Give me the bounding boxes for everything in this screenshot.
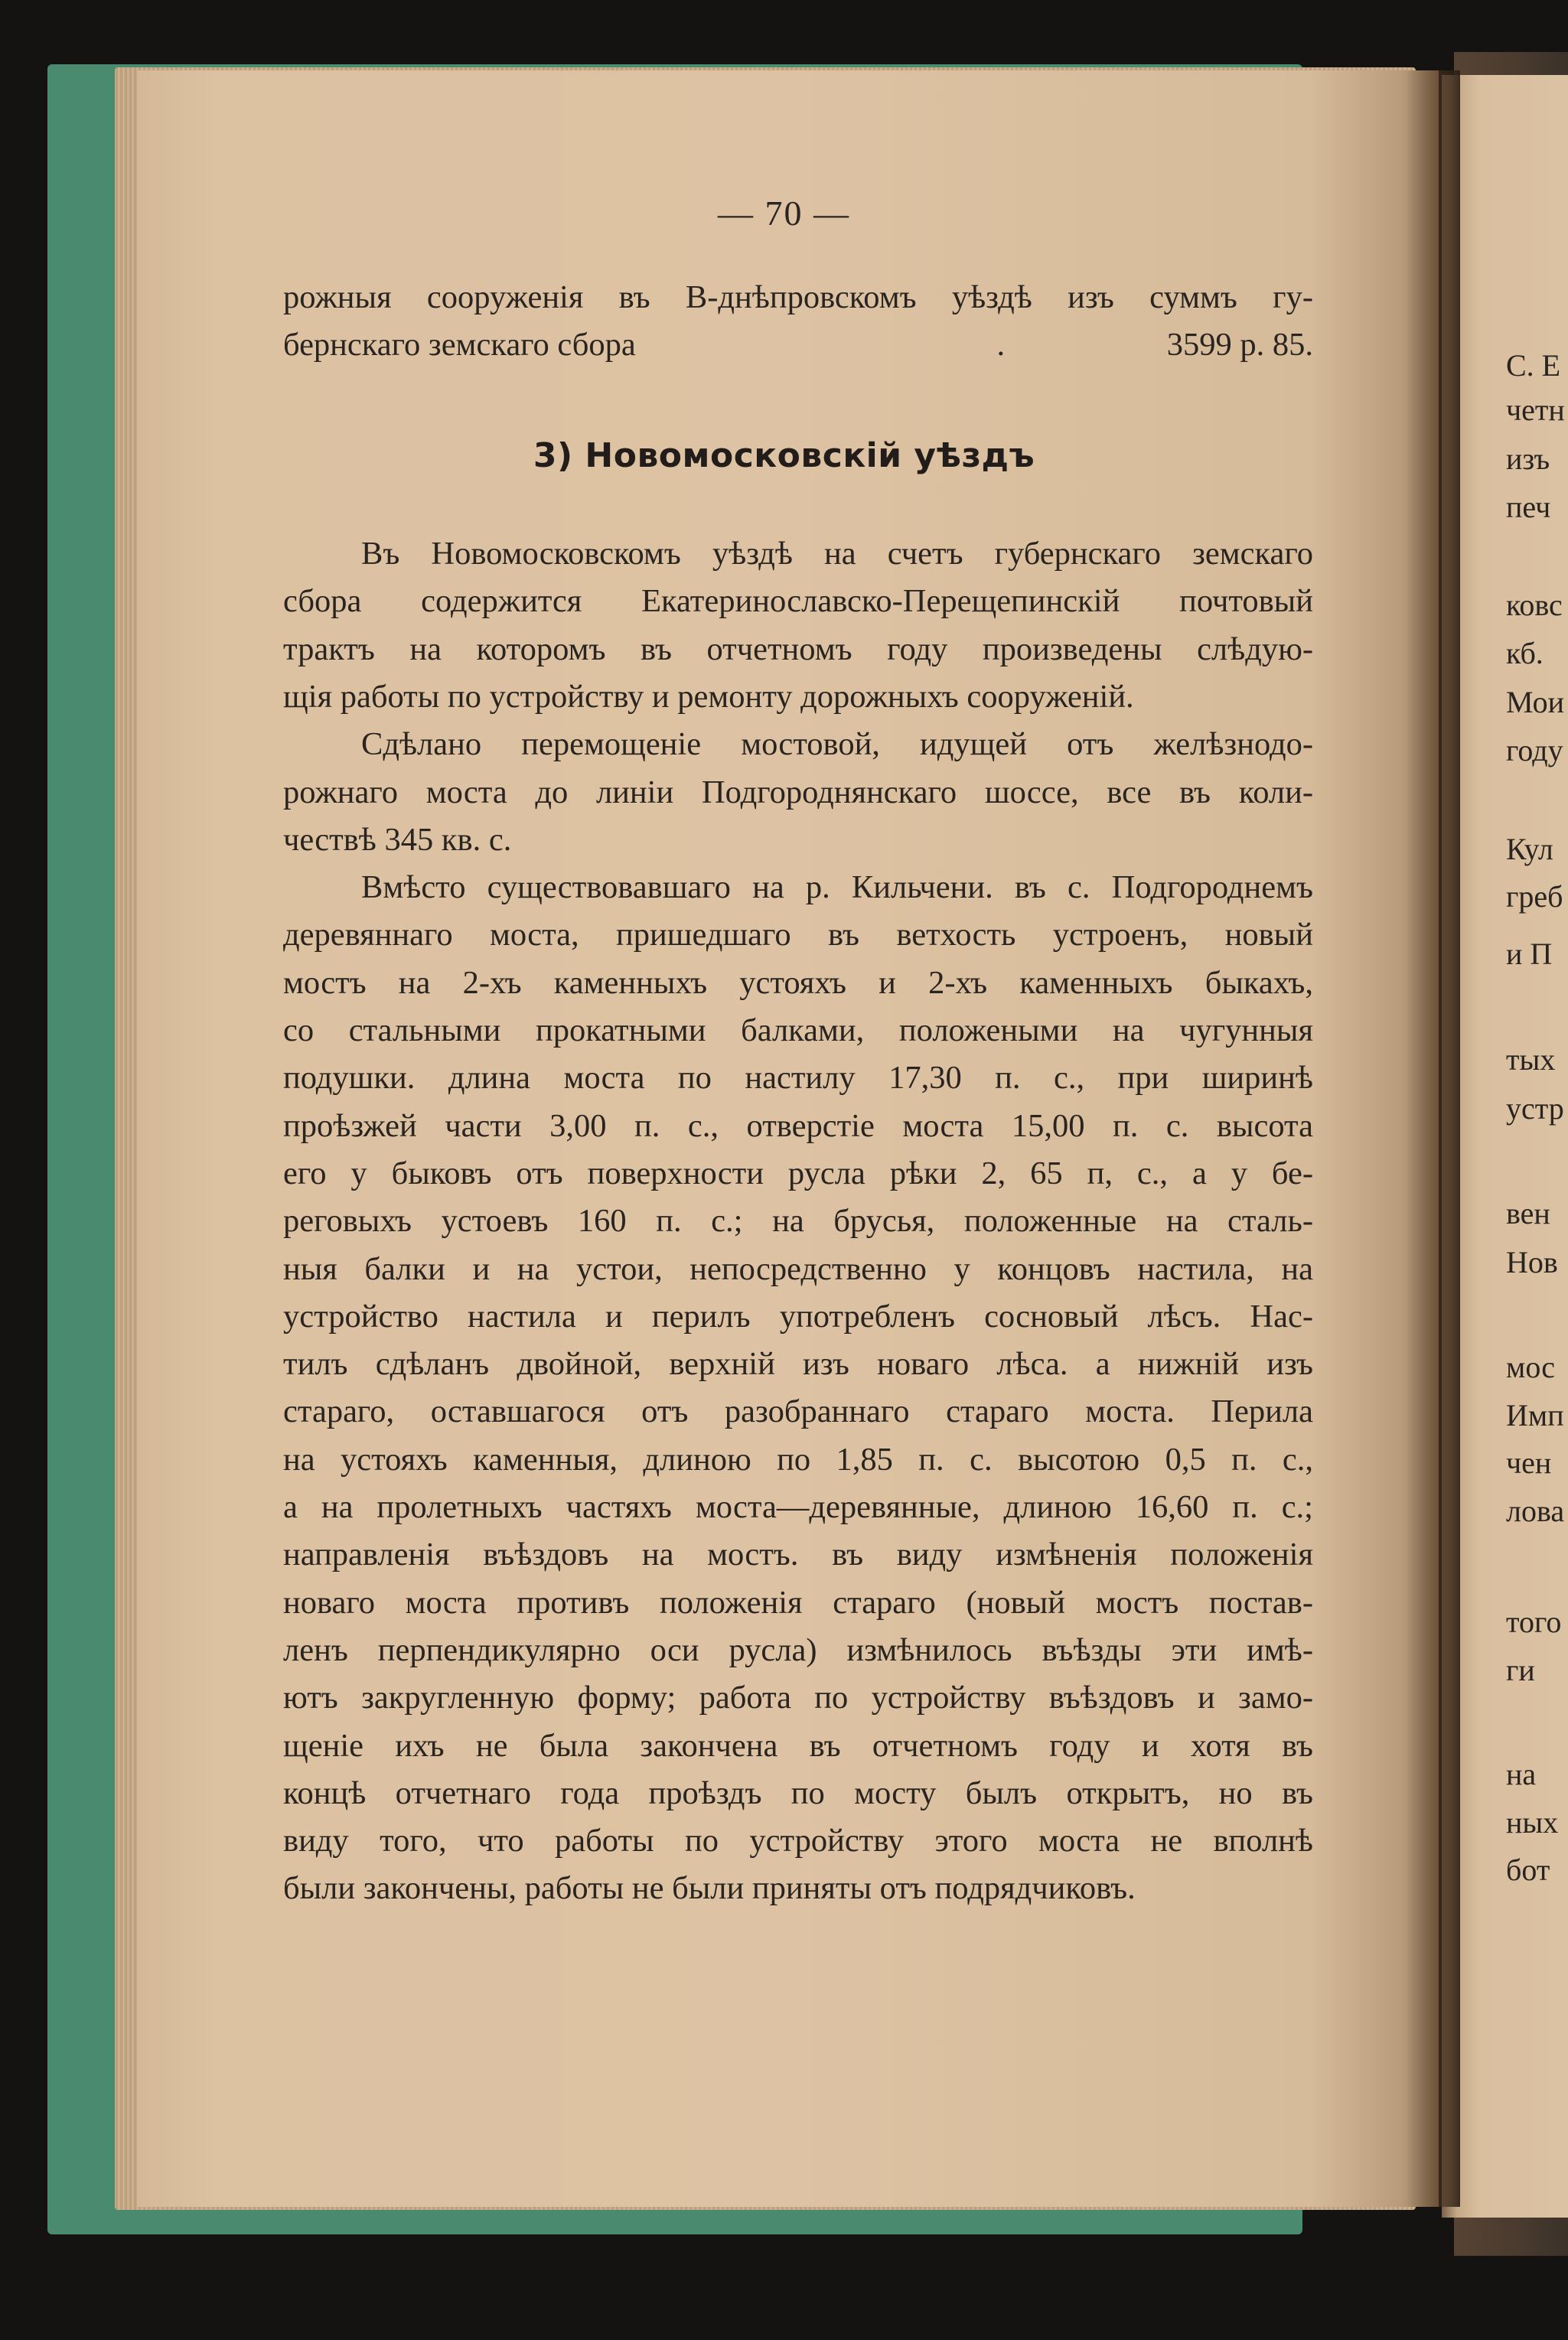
facing-page-fragment: ги: [1506, 1653, 1535, 1687]
text-line: сбора содержится Екатеринославско-Перещепинскій почтовый: [283, 583, 1313, 620]
continuation-text: бернскаго земскаго сбора: [283, 327, 636, 363]
facing-page-fragment: кб.: [1506, 636, 1544, 670]
text-line: [283, 329, 1313, 362]
text-line: деревяннаго моста, пришедшаго въ ветхость устроенъ, новый: [283, 917, 1313, 953]
facing-page-fragment: чен: [1506, 1445, 1552, 1480]
facing-page-fragment: Нов: [1506, 1245, 1558, 1279]
text-line: мостъ на 2-хъ каменныхъ устояхъ и 2-хъ каменныхъ быкахъ,: [283, 964, 1313, 1001]
text-line: тилъ сдѣланъ двойной, верхній изъ новаго лѣса. а нижній изъ: [283, 1346, 1313, 1383]
facing-page-fragment: ковс: [1506, 588, 1563, 622]
text-line: были закончены, работы не были приняты отъ подрядчиковъ.: [283, 1870, 1136, 1907]
facing-page-fragment: Кул: [1506, 832, 1553, 866]
text-line: а на пролетныхъ частяхъ моста—деревянные, длиною 16,60 п. с.;: [283, 1489, 1313, 1525]
facing-page-fragment: четн: [1506, 393, 1565, 427]
text-line: концѣ отчетнаго года проѣздъ по мосту былъ открытъ, но въ: [283, 1775, 1313, 1811]
facing-page-fragment: ных: [1506, 1805, 1559, 1840]
text-line: Въ Новомосковскомъ уѣздѣ на счетъ губернскаго земскаго: [361, 536, 1313, 572]
text-line: направленія въѣздовъ на мостъ. въ виду измѣненія положенія: [283, 1537, 1313, 1573]
text-line: рожнаго моста до линіи Подгороднянскаго шоссе, все въ коли-: [283, 774, 1313, 810]
facing-page-fragment: мос: [1506, 1350, 1556, 1384]
text-line: подушки. длина моста по настилу 17,30 п. с., при ширинѣ: [283, 1060, 1313, 1097]
facing-page-fragment: Имп: [1506, 1398, 1564, 1432]
facing-page-fragment: Мои: [1506, 685, 1564, 719]
amount: 3599 р. 85.: [1166, 327, 1313, 363]
facing-page-fragment: изъ: [1506, 442, 1550, 476]
text-line: щія работы по устройству и ремонту дорожныхъ сооруженій.: [283, 678, 1134, 715]
text-line: со стальными прокатными балками, положеными на чугунныя: [283, 1012, 1313, 1048]
facing-page-fragment: году: [1506, 733, 1563, 768]
text-line: рожныя сооруженія въ В-днѣпровскомъ уѣздѣ изъ суммъ гу-: [283, 279, 1313, 315]
page-number: — 70 —: [718, 194, 850, 233]
leader-dot: .: [996, 327, 1006, 363]
text-line: стараго, оставшагося отъ разобраннаго стараго моста. Перила: [283, 1393, 1313, 1430]
section-heading: 3) Новомосковскій уѣздъ: [533, 436, 1035, 475]
facing-page-fragment: вен: [1506, 1196, 1550, 1230]
text-line: его у быковъ отъ поверхности русла рѣки 2, 65 п, с., а у бе-: [283, 1155, 1313, 1191]
facing-page-fragment: и П: [1506, 937, 1553, 971]
text-line: на устояхъ каменныя, длиною по 1,85 п. с. высотою 0,5 п. с.,: [283, 1441, 1313, 1478]
text-line: Сдѣлано перемощеніе мостовой, идущей отъ желѣзнодо-: [361, 726, 1313, 763]
facing-page-fragment: тых: [1506, 1042, 1556, 1077]
facing-page-fragment: устр: [1506, 1091, 1564, 1126]
text-line: проѣзжей части 3,00 п. с., отверстіе моста 15,00 п. с. высота: [283, 1107, 1313, 1144]
text-line: новаго моста противъ положенія стараго (новый мостъ постав-: [283, 1584, 1313, 1621]
book-gutter: [1407, 70, 1460, 2207]
facing-page-fragment: печ: [1506, 490, 1551, 524]
text-line: виду того, что работы по устройству этого моста не вполнѣ: [283, 1823, 1313, 1859]
text-line: Вмѣсто существовавшаго на р. Кильчени. въ с. Подгороднемъ: [361, 869, 1313, 906]
facing-page-fragment: на: [1506, 1757, 1537, 1791]
facing-page-fragment: С. Е: [1506, 348, 1561, 383]
facing-page-fragment: лова: [1506, 1494, 1565, 1528]
text-line: ютъ закругленную форму; работа по устройству въѣздовъ и замо-: [283, 1680, 1313, 1716]
text-line: устройство настила и перилъ употребленъ сосновый лѣсъ. Нас-: [283, 1298, 1313, 1335]
text-line: ленъ перпендикулярно оси русла) измѣнилось въѣзды эти имѣ-: [283, 1631, 1313, 1668]
facing-page-fragment: того: [1506, 1605, 1562, 1639]
text-line: чествѣ 345 кв. с.: [283, 821, 512, 858]
text-line: щеніе ихъ не была закончена въ отчетномъ году и хотя въ: [283, 1727, 1313, 1764]
text-line: реговыхъ устоевъ 160 п. с.; на брусья, положенные на сталь-: [283, 1203, 1313, 1240]
text-line: трактъ на которомъ въ отчетномъ году произведены слѣдую-: [283, 631, 1313, 667]
facing-page-fragment: бот: [1506, 1853, 1550, 1887]
facing-page-fragment: греб: [1506, 879, 1563, 914]
text-line: ныя балки и на устои, непосредственно у концовъ настила, на: [283, 1250, 1313, 1287]
